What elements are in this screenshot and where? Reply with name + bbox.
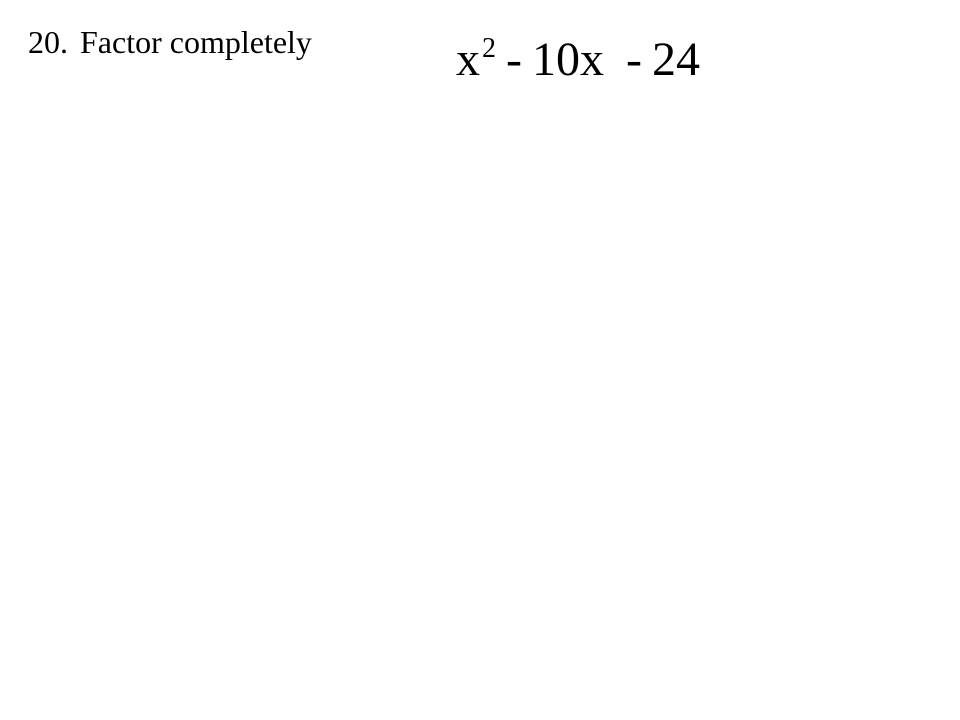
problem-number: 20. bbox=[28, 24, 68, 60]
expression-term-2: 10x bbox=[531, 33, 604, 86]
polynomial-expression bbox=[456, 30, 700, 97]
expression-term-3: 24 bbox=[651, 33, 700, 86]
expression-operator-1: - bbox=[506, 33, 522, 86]
expression-operator-2: - bbox=[625, 33, 642, 86]
expression-base: x bbox=[456, 33, 480, 86]
problem-instruction: Factor completely bbox=[80, 24, 312, 60]
problem-header bbox=[28, 22, 312, 62]
expression-exponent: 2 bbox=[482, 33, 496, 64]
